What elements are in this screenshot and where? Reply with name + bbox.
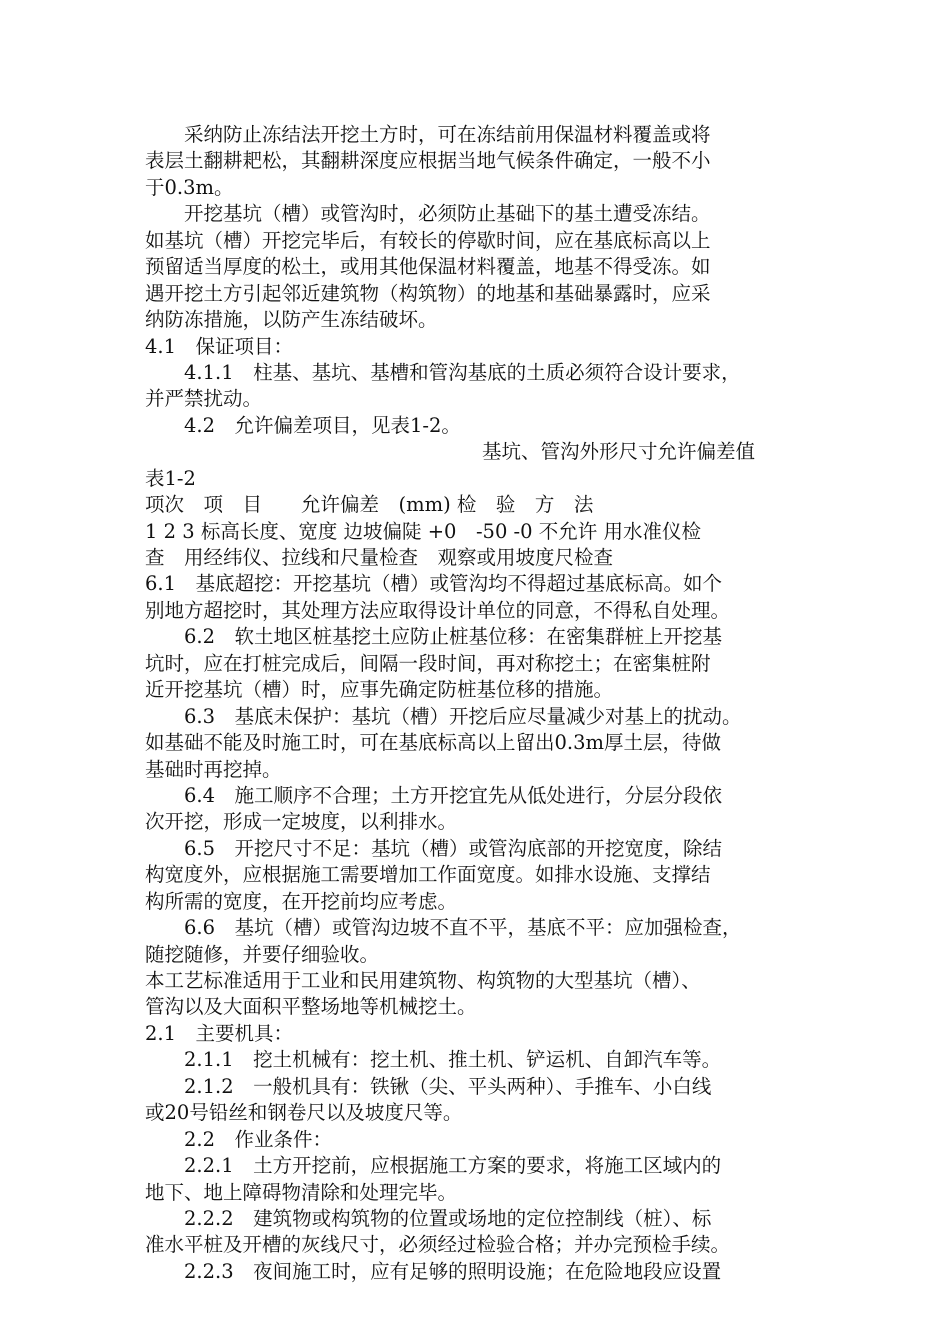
text-line: 6.2 软土地区桩基挖土应防止桩基位移：在密集群桩上开挖基 <box>145 625 723 649</box>
section-heading: 2.2 作业条件： <box>145 1127 333 1151</box>
text-line: 次开挖，形成一定坡度，以利排水。 <box>145 810 458 834</box>
text-line: 地下、地上障碍物清除和处理完毕。 <box>145 1180 458 1204</box>
text-line: 6.3 基底未保护：基坑（槽）开挖后应尽量减少对基上的扰动。 <box>145 704 742 728</box>
text-line: 6.4 施工顺序不合理；土方开挖宜先从低处进行，分层分段依 <box>145 783 723 807</box>
text-line: 2.1.1 挖土机械有：挖土机、推土机、铲运机、自卸汽车等。 <box>145 1048 722 1072</box>
text-line: 或20号铅丝和钢卷尺以及坡度尺等。 <box>145 1101 463 1125</box>
text-line: 如基础不能及时施工时，可在基底标高以上留出0.3m厚土层，待做 <box>145 731 722 755</box>
text-line: 表层土翻耕耙松，其翻耕深度应根据当地气候条件确定，一般不小 <box>145 149 711 173</box>
text-line: 6.5 开挖尺寸不足：基坑（槽）或管沟底部的开挖宽度，除结 <box>145 836 723 860</box>
text-line: 6.1 基底超挖：开挖基坑（槽）或管沟均不得超过基底标高。如个 <box>145 572 723 596</box>
text-line: 随挖随修，并要仔细验收。 <box>145 942 380 966</box>
section-heading: 2.1 主要机具： <box>145 1021 294 1045</box>
text-line: 开挖基坑（槽）或管沟时，必须防止基础下的基土遭受冻结。 <box>145 202 711 226</box>
text-line: 构宽度外，应根据施工需要增加工作面宽度。如排水设施、支撑结 <box>145 863 711 887</box>
text-line: 如基坑（槽）开挖完毕后，有较长的停歇时间，应在基底标高以上 <box>145 228 711 252</box>
text-line: 6.6 基坑（槽）或管沟边坡不直不平，基底不平：应加强检查， <box>145 916 742 940</box>
table-row-line: 查 用经纬仪、拉线和尺量检查 观察或用坡度尺检查 <box>145 546 614 569</box>
document-page <box>145 122 810 1285</box>
text-line: 采纳防止冻结法开挖土方时，可在冻结前用保温材料覆盖或将 <box>145 123 711 146</box>
text-line: 2.2.3 夜间施工时，应有足够的照明设施；在危险地段应设置 <box>145 1259 722 1283</box>
text-line: 遇开挖土方引起邻近建筑物（构筑物）的地基和基础暴露时，应采 <box>145 281 711 305</box>
text-line: 构所需的宽度，在开挖前均应考虑。 <box>145 889 458 913</box>
text-line: 基础时再挖掉。 <box>145 757 282 781</box>
text-line: 坑时，应在打桩完成后，间隔一段时间，再对称挖土；在密集桩附 <box>145 651 711 675</box>
text-line: 4.2 允许偏差项目，见表1-2。 <box>145 413 461 437</box>
table-row-line: 1 2 3 标高长度、宽度 边坡偏陡 +0 -50 -0 不允许 用水准仪检 <box>145 519 701 543</box>
text-line: 并严禁扰动。 <box>145 387 263 411</box>
text-line: 别地方超挖时，其处理方法应取得设计单位的同意，不得私自处理。 <box>145 598 731 622</box>
text-line: 本工艺标准适用于工业和民用建筑物、构筑物的大型基坑（槽）、 <box>145 969 701 992</box>
text-line: 准水平桩及开槽的灰线尺寸，必须经过检验合格；并办完预检手续。 <box>145 1233 731 1257</box>
text-line: 2.2.1 土方开挖前，应根据施工方案的要求，将施工区域内的 <box>145 1154 722 1178</box>
section-heading: 4.1 保证项目： <box>145 334 294 358</box>
text-line: 2.1.2 一般机具有：铁锹（尖、平头两种）、手推车、小白线 <box>145 1074 712 1098</box>
text-line: 预留适当厚度的松土，或用其他保温材料覆盖，地基不得受冻。如 <box>145 255 711 279</box>
table-number: 表1-2 <box>145 466 196 490</box>
text-line: 管沟以及大面积平整场地等机械挖土。 <box>145 995 477 1019</box>
table-header-line: 项次 项 目 允许偏差 (mm) 检 验 方 法 <box>145 493 594 517</box>
text-line: 4.1.1 柱基、基坑、基槽和管沟基底的土质必须符合设计要求， <box>145 360 741 384</box>
text-line: 2.2.2 建筑物或构筑物的位置或场地的定位控制线（桩）、标 <box>145 1206 712 1230</box>
table-caption: 基坑、管沟外形尺寸允许偏差值 <box>482 440 756 464</box>
text-line: 于0.3m。 <box>145 175 234 199</box>
text-line: 纳防冻措施，以防产生冻结破坏。 <box>145 308 438 332</box>
text-line: 近开挖基坑（槽）时，应事先确定防桩基位移的措施。 <box>145 678 614 702</box>
